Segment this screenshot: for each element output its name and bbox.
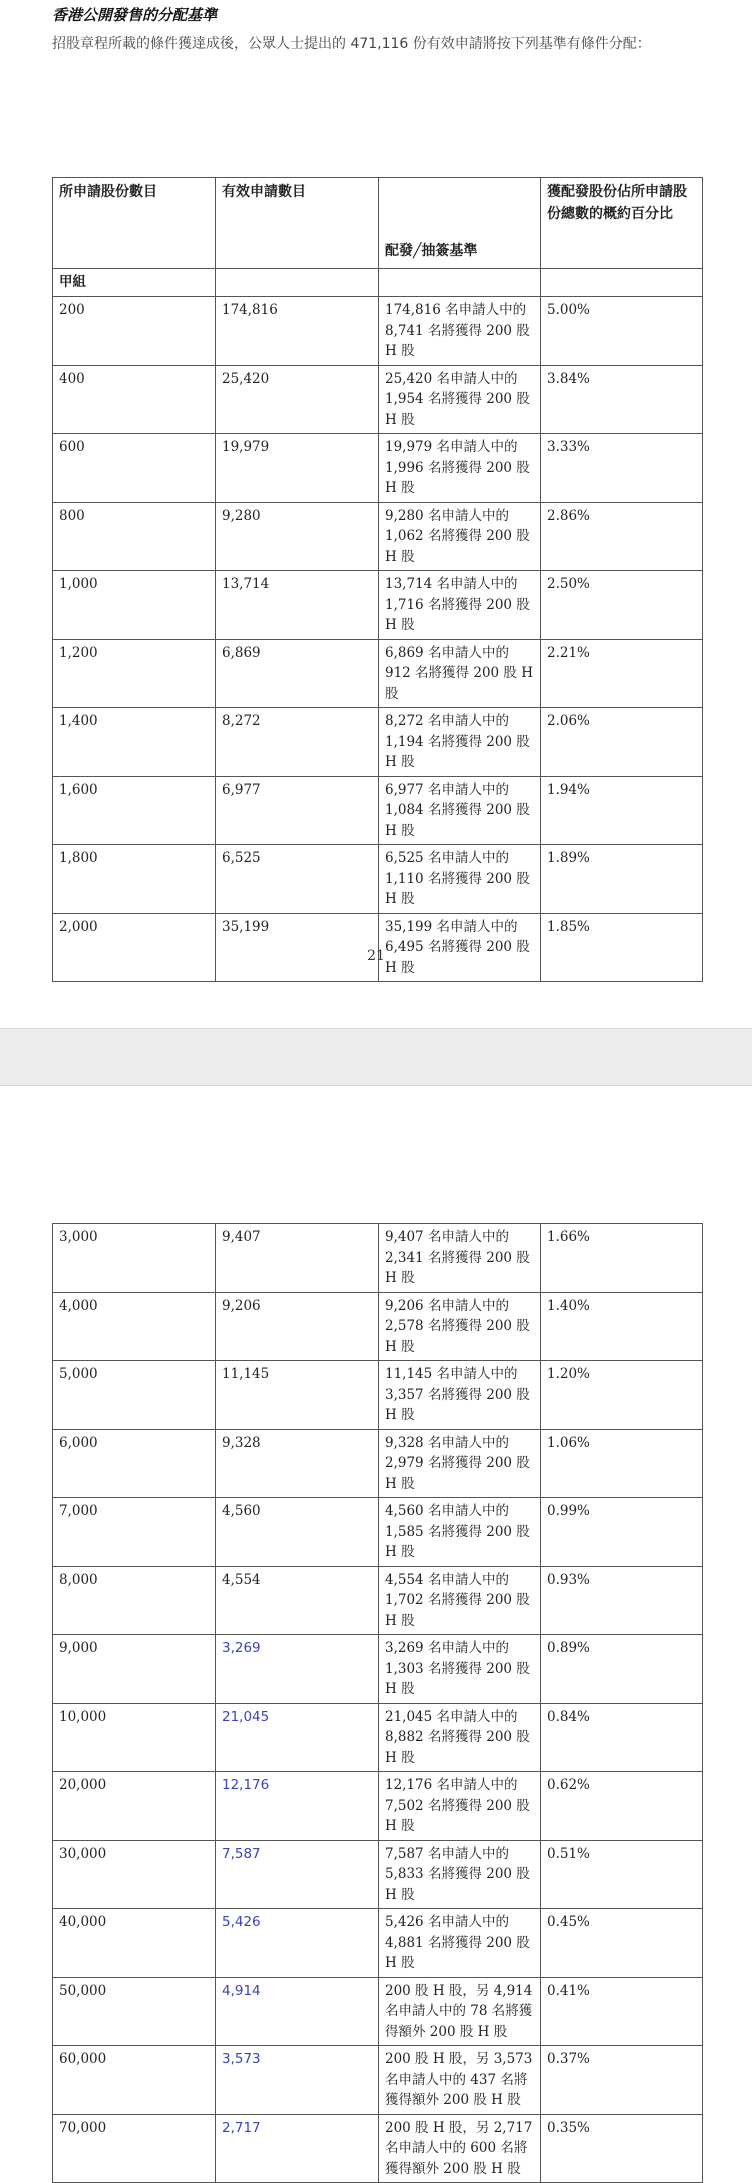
- valid-applications-cell: 9,328: [216, 1429, 379, 1498]
- percentage-cell: 1.94%: [541, 776, 703, 845]
- header-basis: [379, 178, 541, 269]
- percentage-cell: 2.21%: [541, 639, 703, 708]
- percentage-cell: 2.86%: [541, 502, 703, 571]
- table-row: [53, 434, 703, 503]
- table-row: [53, 1292, 703, 1361]
- basis-cell: 7,587 名申請人中的 5,833 名將獲得 200 股 H 股: [379, 1840, 541, 1909]
- table-row: [53, 297, 703, 366]
- shares-applied-cell: 1,400: [53, 708, 216, 777]
- shares-applied-cell: 200: [53, 297, 216, 366]
- shares-applied-cell: 600: [53, 434, 216, 503]
- percentage-cell: 3.33%: [541, 434, 703, 503]
- percentage-cell: 0.37%: [541, 2046, 703, 2115]
- valid-applications-cell: 4,554: [216, 1566, 379, 1635]
- basis-cell: 9,206 名申請人中的 2,578 名將獲得 200 股 H 股: [379, 1292, 541, 1361]
- table-row: [53, 1566, 703, 1635]
- basis-cell: 6,869 名申請人中的 912 名將獲得 200 股 H 股: [379, 639, 541, 708]
- basis-cell: 200 股 H 股，另 4,914 名申請人中的 78 名將獲得額外 200 股 H 股: [379, 1977, 541, 2046]
- valid-applications-cell: 11,145: [216, 1361, 379, 1430]
- valid-applications-cell: 6,525: [216, 845, 379, 914]
- valid-applications-cell: 25,420: [216, 365, 379, 434]
- shares-applied-cell: 9,000: [53, 1635, 216, 1704]
- shares-applied-cell: 8,000: [53, 1566, 216, 1635]
- percentage-cell: 2.50%: [541, 571, 703, 640]
- shares-applied-cell: 1,000: [53, 571, 216, 640]
- shares-applied-cell: 7,000: [53, 1498, 216, 1567]
- valid-applications-cell: 3,573: [216, 2046, 379, 2115]
- shares-applied-cell: 50,000: [53, 1977, 216, 2046]
- basis-cell: 4,560 名申請人中的 1,585 名將獲得 200 股 H 股: [379, 1498, 541, 1567]
- basis-cell: 19,979 名申請人中的 1,996 名將獲得 200 股 H 股: [379, 434, 541, 503]
- percentage-cell: 2.06%: [541, 708, 703, 777]
- valid-applications-cell: 4,914: [216, 1977, 379, 2046]
- basis-cell: 21,045 名申請人中的 8,882 名將獲得 200 股 H 股: [379, 1703, 541, 1772]
- group-empty-cell: [216, 269, 379, 297]
- valid-applications-cell: 2,717: [216, 2114, 379, 2183]
- percentage-cell: 5.00%: [541, 297, 703, 366]
- header-basis-label: 配發╱抽簽基準: [385, 243, 478, 259]
- percentage-cell: 0.99%: [541, 1498, 703, 1567]
- valid-applications-cell: 6,869: [216, 639, 379, 708]
- shares-applied-cell: 5,000: [53, 1361, 216, 1430]
- group-empty-cell: [379, 269, 541, 297]
- basis-cell: 11,145 名申請人中的 3,357 名將獲得 200 股 H 股: [379, 1361, 541, 1430]
- percentage-cell: 1.20%: [541, 1361, 703, 1430]
- table-row: [53, 1224, 703, 1293]
- valid-applications-cell: 5,426: [216, 1909, 379, 1978]
- group-row: [53, 269, 703, 297]
- shares-applied-cell: 30,000: [53, 1840, 216, 1909]
- header-percentage: 獲配發股份佔所申請股份總數的概約百分比: [541, 178, 703, 269]
- shares-applied-cell: 2,000: [53, 913, 216, 982]
- valid-applications-cell: 6,977: [216, 776, 379, 845]
- basis-cell: 9,280 名申請人中的 1,062 名將獲得 200 股 H 股: [379, 502, 541, 571]
- page-number: 21: [367, 948, 385, 964]
- table-row: [53, 1977, 703, 2046]
- basis-cell: 6,977 名申請人中的 1,084 名將獲得 200 股 H 股: [379, 776, 541, 845]
- table-row: [53, 639, 703, 708]
- percentage-cell: 0.84%: [541, 1703, 703, 1772]
- shares-applied-cell: 70,000: [53, 2114, 216, 2183]
- basis-cell: 6,525 名申請人中的 1,110 名將獲得 200 股 H 股: [379, 845, 541, 914]
- shares-applied-cell: 6,000: [53, 1429, 216, 1498]
- page-separator: [0, 1028, 752, 1086]
- table-row: [53, 502, 703, 571]
- valid-applications-cell: 9,407: [216, 1224, 379, 1293]
- section-heading: 香港公開發售的分配基準: [52, 6, 218, 24]
- basis-cell: 3,269 名申請人中的 1,303 名將獲得 200 股 H 股: [379, 1635, 541, 1704]
- basis-cell: 12,176 名申請人中的 7,502 名將獲得 200 股 H 股: [379, 1772, 541, 1841]
- percentage-cell: 0.51%: [541, 1840, 703, 1909]
- shares-applied-cell: 1,200: [53, 639, 216, 708]
- table-row: [53, 571, 703, 640]
- percentage-cell: 1.06%: [541, 1429, 703, 1498]
- shares-applied-cell: 40,000: [53, 1909, 216, 1978]
- percentage-cell: 1.85%: [541, 913, 703, 982]
- percentage-cell: 1.40%: [541, 1292, 703, 1361]
- basis-cell: 8,272 名申請人中的 1,194 名將獲得 200 股 H 股: [379, 708, 541, 777]
- basis-cell: 25,420 名申請人中的 1,954 名將獲得 200 股 H 股: [379, 365, 541, 434]
- valid-applications-cell: 21,045: [216, 1703, 379, 1772]
- shares-applied-cell: 4,000: [53, 1292, 216, 1361]
- percentage-cell: 0.45%: [541, 1909, 703, 1978]
- table-row: [53, 2114, 703, 2183]
- valid-applications-cell: 19,979: [216, 434, 379, 503]
- valid-applications-cell: 13,714: [216, 571, 379, 640]
- table-row: [53, 1361, 703, 1430]
- table-row: [53, 1635, 703, 1704]
- valid-applications-cell: 7,587: [216, 1840, 379, 1909]
- shares-applied-cell: 1,800: [53, 845, 216, 914]
- shares-applied-cell: 400: [53, 365, 216, 434]
- shares-applied-cell: 60,000: [53, 2046, 216, 2115]
- valid-applications-cell: 35,199: [216, 913, 379, 982]
- allocation-table-page2: [52, 1223, 703, 2183]
- percentage-cell: 3.84%: [541, 365, 703, 434]
- table-row: [53, 365, 703, 434]
- header-valid-applications: 有效申請數目: [216, 178, 379, 269]
- page-22: [0, 1086, 752, 2177]
- basis-cell: 200 股 H 股，另 3,573 名申請人中的 437 名將獲得額外 200 股 H 股: [379, 2046, 541, 2115]
- basis-cell: 4,554 名申請人中的 1,702 名將獲得 200 股 H 股: [379, 1566, 541, 1635]
- table-row: [53, 708, 703, 777]
- header-shares-applied: 所申請股份數目: [53, 178, 216, 269]
- valid-applications-cell: 174,816: [216, 297, 379, 366]
- table-row: [53, 1909, 703, 1978]
- allocation-table-page1: [52, 177, 703, 982]
- percentage-cell: 0.93%: [541, 1566, 703, 1635]
- valid-applications-cell: 3,269: [216, 1635, 379, 1704]
- basis-cell: 9,407 名申請人中的 2,341 名將獲得 200 股 H 股: [379, 1224, 541, 1293]
- percentage-cell: 1.66%: [541, 1224, 703, 1293]
- basis-cell: 5,426 名申請人中的 4,881 名將獲得 200 股 H 股: [379, 1909, 541, 1978]
- page-21: [0, 0, 752, 1028]
- table-header-row: [53, 178, 703, 269]
- table-row: [53, 776, 703, 845]
- basis-cell: 13,714 名申請人中的 1,716 名將獲得 200 股 H 股: [379, 571, 541, 640]
- shares-applied-cell: 20,000: [53, 1772, 216, 1841]
- basis-cell: 35,199 名申請人中的 6,495 名將獲得 200 股 H 股: [379, 913, 541, 982]
- percentage-cell: 0.62%: [541, 1772, 703, 1841]
- table-row: [53, 1703, 703, 1772]
- intro-paragraph: 招股章程所載的條件獲達成後，公眾人士提出的 471,116 份有效申請將按下列基準有條件分配：: [52, 36, 651, 52]
- percentage-cell: 0.35%: [541, 2114, 703, 2183]
- percentage-cell: 0.89%: [541, 1635, 703, 1704]
- shares-applied-cell: 10,000: [53, 1703, 216, 1772]
- valid-applications-cell: 9,206: [216, 1292, 379, 1361]
- table-row: [53, 845, 703, 914]
- valid-applications-cell: 8,272: [216, 708, 379, 777]
- table-row: [53, 1429, 703, 1498]
- percentage-cell: 1.89%: [541, 845, 703, 914]
- group-label: 甲組: [53, 269, 216, 297]
- basis-cell: 9,328 名申請人中的 2,979 名將獲得 200 股 H 股: [379, 1429, 541, 1498]
- percentage-cell: 0.41%: [541, 1977, 703, 2046]
- group-empty-cell: [541, 269, 703, 297]
- basis-cell: 200 股 H 股，另 2,717 名申請人中的 600 名將獲得額外 200 股 H 股: [379, 2114, 541, 2183]
- basis-cell: 174,816 名申請人中的 8,741 名將獲得 200 股 H 股: [379, 297, 541, 366]
- table-row: [53, 1840, 703, 1909]
- valid-applications-cell: 9,280: [216, 502, 379, 571]
- shares-applied-cell: 1,600: [53, 776, 216, 845]
- table-row: [53, 2046, 703, 2115]
- shares-applied-cell: 800: [53, 502, 216, 571]
- valid-applications-cell: 12,176: [216, 1772, 379, 1841]
- shares-applied-cell: 3,000: [53, 1224, 216, 1293]
- valid-applications-cell: 4,560: [216, 1498, 379, 1567]
- table-row: [53, 1772, 703, 1841]
- table-row: [53, 1498, 703, 1567]
